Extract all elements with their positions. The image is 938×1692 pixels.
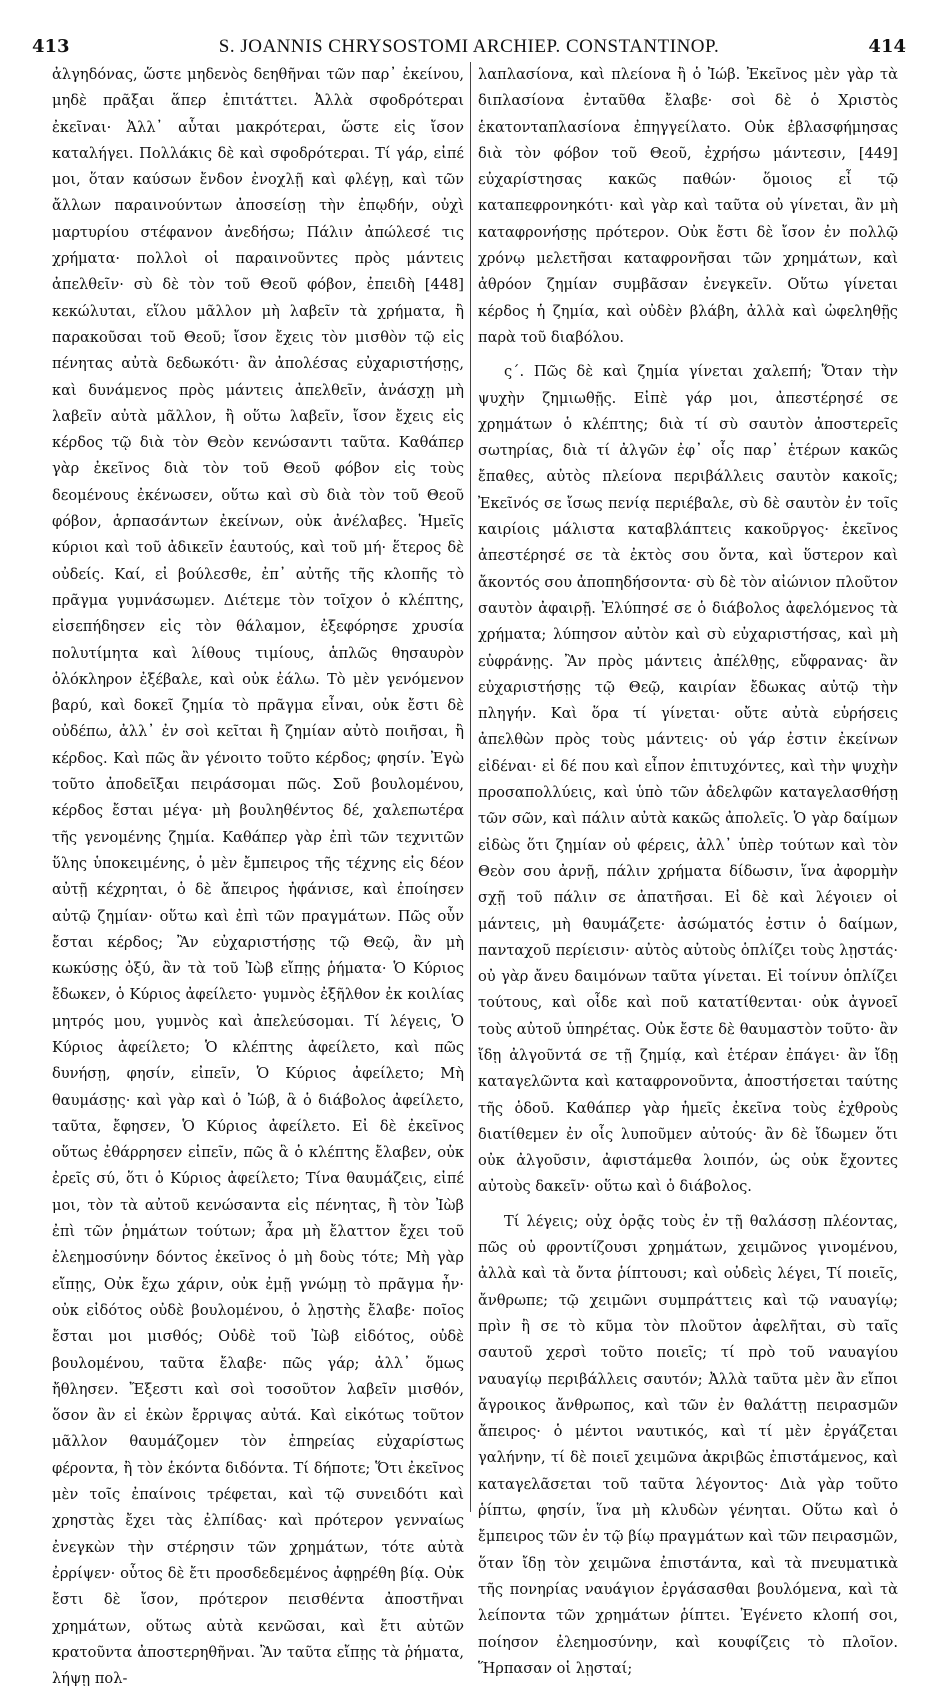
page-number-left: 413 (32, 36, 70, 57)
column-divider (470, 62, 471, 1512)
right-paragraph-3: Τί λέγεις; οὐχ ὁρᾷς τοὺς ἐν τῇ θαλάσσῃ πλέοντας, πῶς οὐ φροντίζουσι χρημάτων, χειμῶνος γινομένου, ἀλλὰ καὶ τὰ ὄντα ῥίπτουσι; καὶ οὐδεὶς λέγει, Τί ποιεῖς, ἄνθρωπε; τῷ χειμῶνι συμπράττεις καὶ τῷ ναυαγίῳ; πρὶν ἢ σε τὸ κῦμα τὸν πλοῦτον ἀφελῆται, σὺ ταῖς σαυτοῦ χερσὶ τοῦτο ποιεῖς; τί πρὸ τοῦ ναυαγίου ναυαγίῳ περιβάλλεις σαυτόν; Ἀλλὰ ταῦτα μὲν ἂν εἴποι ἄγροικος ἄνθρωπος, καὶ τῶν ἐν θαλάττῃ πειρασμῶν ἄπειρος· ὁ μέντοι ναυτικός, καὶ τί μὲν ἐργάζεται γαλήνην, τί δὲ ποιεῖ χειμῶνα ἀκριβῶς ἐπιστάμενος, καὶ καταγελᾶσεται τοῦ ταῦτα λέγοντος· Διὰ γὰρ τοῦτο ῥίπτω, φησίν, ἵνα μὴ κλυδὼν γένηται. Οὕτω καὶ ὁ ἔμπειρος τῶν ἐν τῷ βίῳ πραγμάτων καὶ τῶν πειρασμῶν, ὅταν ἴδῃ τὸν χειμῶνα ἐπιστάντα, καὶ τὰ πνευματικὰ τῆς πονηρίας ναυάγιον ἐργάσασθαι βουλόμενα, καὶ τὰ λείποντα τῶν χρημάτων ῥίπτει. Ἐγένετο κλοπή σοι, ποίησον ἐλεημοσύνην, καὶ κουφίζεις τὸ πλοῖον. Ἥρπασαν οἱ λῃσταί; (478, 1212, 898, 1677)
right-paragraph-1: λαπλασίονα, καὶ πλείονα ἢ ὁ Ἰώβ. Ἐκεῖνος μὲν γὰρ τὰ διπλασίονα ἐνταῦθα ἔλαβε· σοὶ δὲ ὁ Χριστὸς ἑκατονταπλασίονα ἐπηγγείλατο. Οὐκ ἐβλασφήμησας διὰ τὸν φόβον τοῦ Θεοῦ, ἐχρήσω μάντεσιν, [449] εὐχαρίστησας κακῶς παθών· ὅμοιος εἶ τῷ καταπεφρονηκότι· καὶ γὰρ καὶ ταῦτα οὐ γίνεται, ἂν μὴ καταφρονήσῃς πρότερον. Οὐκ ἔστι δὲ ἴσον ἐν πολλῷ χρόνῳ μελετῆσαι καταφρονῆσαι τῶν χρημάτων, καὶ ἀθρόον ζημίαν συμβᾶσαν ἐνεγκεῖν. Οὕτω γίνεται κέρδος ἡ ζημία, καὶ οὐδὲν βλάβη, ἀλλὰ καὶ ὠφεληθῇς παρὰ τοῦ διαβόλου. (478, 66, 898, 346)
left-column-text: ἀλγηδόνας, ὥστε μηδενὸς δεηθῆναι τῶν παρ᾽ ἐκείνου, μηδὲ πρᾶξαι ἅπερ ἐπιτάττει. Ἀλλὰ σφοδρότεραι ἐκεῖναι· Ἀλλ᾽ αὗται μακρότεραι, ὥστε εἰς ἴσον καταλήγει. Πολλάκις δὲ καὶ σφοδρότεραι. Τί γάρ, εἰπέ μοι, ὅταν καύσων ἔνδον ἐνοχλῇ καὶ φλέγῃ, καὶ τῶν ἄλλων παραινούντων ἀποσείσῃ τὴν ἐπῳδήν, οὐχὶ μαρτυρίου στέφανον ἀνεδήσω; Πάλιν ἀπώλεσέ τις χρήματα· πολλοὶ οἱ παραινοῦντες πρὸς μάντεις ἀπελθεῖν· σὺ δὲ τὸν τοῦ Θεοῦ φόβον, ἐπειδὴ [448] κεκώλυται, εἵλου μᾶλλον μὴ λαβεῖν τὰ χρήματα, ἢ παρακοῦσαι τοῦ Θεοῦ; ἴσον ἔχεις τὸν μισθὸν τῷ εἰς πένητας αὐτὰ δεδωκότι· ἂν ἀπολέσας εὐχαριστήσῃς, καὶ δυνάμενος πρὸς μάντεις ἀπελθεῖν, ἀνάσχῃ μὴ λαβεῖν αὐτὰ μᾶλλον, ἢ οὕτω λαβεῖν, ἴσον ἔχεις εἰς κέρδος τῷ διὰ τὸν Θεὸν κενώσαντι ταῦτα. Καθάπερ γὰρ ἐκεῖνος διὰ τὸν τοῦ Θεοῦ φόβον εἰς τοὺς δεομένους ἐκένωσεν, οὕτω καὶ σὺ διὰ τὸν τοῦ Θεοῦ φόβον, ἁρπασάντων ἐκείνων, οὐκ ἀνέλαβες. Ἡμεῖς κύριοι καὶ τοῦ ἀδικεῖν ἑαυτούς, καὶ τοῦ μή· ἕτερος δὲ οὐδείς. Καί, εἰ βούλεσθε, ἐπ᾽ αὐτῆς τῆς κλοπῆς τὸ πρᾶγμα γυμνάσωμεν. Διέτεμε τὸν τοῖχον ὁ κλέπτης, εἰσεπήδησεν εἰς τὸν θάλαμον, ἐξεφόρησε χρυσία πολυτίμητα καὶ λίθους τιμίους, ἁπλῶς θησαυρὸν ὁλόκληρον ἐξέβαλε, καὶ οὐκ ἐάλω. Τὸ μὲν γενόμενον βαρύ, καὶ δοκεῖ ζημία τὸ πρᾶγμα εἶναι, οὐκ ἔστι δὲ οὐδέπω, ἀλλ᾽ ἐν σοὶ κεῖται ἢ ζημίαν αὐτὸ ποιῆσαι, ἢ κέρδος. Καὶ πῶς ἂν γένοιτο τοῦτο κέρδος; φησίν. Ἐγὼ τοῦτο ἀποδεῖξαι πειράσομαι πῶς. Σοῦ βουλομένου, κέρδος ἔσται μέγα· μὴ βουληθέντος δέ, χαλεπωτέρα τῆς γενομένης ζημία. Καθάπερ γὰρ ἐπὶ τῶν τεχνιτῶν ὕλης ὑποκειμένης, ὁ μὲν ἔμπειρος τῆς τέχνης εἰς δέον αὐτῇ κέχρηται, ὁ δὲ ἄπειρος ἠφάνισε, καὶ ἐποίησεν αὐτῷ ζημίαν· οὕτω καὶ ἐπὶ τῶν πραγμάτων. Πῶς οὖν ἔσται κέρδος; Ἂν εὐχαριστήσῃς τῷ Θεῷ, ἂν μὴ κωκύσῃς ὀξύ, ἂν τὰ τοῦ Ἰὼβ εἴπῃς ῥήματα· Ὁ Κύριος ἔδωκεν, ὁ Κύριος ἀφείλετο· γυμνὸς ἐξῆλθον ἐκ κοιλίας μητρός μου, γυμνὸς καὶ ἀπελεύσομαι. Τί λέγεις, Ὁ Κύριος ἀφείλετο; Ὁ κλέπτης ἀφείλετο, καὶ πῶς δυνήσῃ, φησίν, εἰπεῖν, Ὁ Κύριος ἀφείλετο; Μὴ θαυμάσῃς· καὶ γὰρ καὶ ὁ Ἰώβ, ἃ ὁ διάβολος ἀφείλετο, ταῦτα, ἔφησεν, Ὁ Κύριος ἀφείλετο. Εἰ δὲ ἐκεῖνος οὕτως ἐθάρρησεν εἰπεῖν, πῶς ἃ ὁ κλέπτης ἔλαβεν, οὐκ ἐρεῖς σύ, ὅτι ὁ Κύριος ἀφείλετο; Τίνα θαυμάζεις, εἰπέ μοι, τὸν τὰ αὐτοῦ κενώσαντα εἰς πένητας, ἢ τὸν Ἰὼβ ἐπὶ τῶν ῥημάτων τούτων; ἆρα μὴ ἔλαττον ἔχει τοῦ ἐλεημοσύνην δόντος ἐκεῖνος ὁ μὴ δοὺς τότε; Μὴ γὰρ εἴπῃς, Οὐκ ἔχω χάριν, οὐκ ἐμῇ γνώμῃ τὸ πρᾶγμα ἦν· οὐκ εἰδότος οὐδὲ βουλομένου, ὁ λῃστὴς ἔλαβε· ποῖος ἔσται μοι μισθός; Οὐδὲ τοῦ Ἰὼβ εἰδότος, οὐδὲ βουλομένου, ταῦτα ἔλαβε· πῶς γάρ; ἀλλ᾽ ὅμως ἤθλησεν. Ἔξεστι καὶ σοὶ τοσοῦτον λαβεῖν μισθόν, ὅσον ἂν εἰ ἑκὼν ἔρριψας αὐτά. Καὶ εἰκότως τοῦτον μᾶλλον θαυμάζομεν τὸν ἐπηρείας εὐχαρίστως φέροντα, ἢ τὸν ἑκόντα διδόντα. Τί δήποτε; Ὅτι ἐκεῖνος μὲν τοῖς ἐπαίνοις τρέφεται, καὶ τῷ συνειδότι καὶ χρηστὰς ἔχει τὰς ἐλπίδας· καὶ πρότερον γενναίως ἐνεγκὼν τὴν στέρησιν τῶν χρημάτων, τότε αὐτὰ ἐρρίψεν· οὗτος δὲ ἔτι προσδεδεμένος ἀφῃρέθη βίᾳ. Οὐκ ἔστι δὲ ἴσον, πρότερον πεισθέντα ἀποστῆναι χρημάτων, οὕτως αὐτὰ κενῶσαι, καὶ ἔτι αὐτῶν κρατοῦντα ἀποστερηθῆναι. Ἂν ταῦτα εἴπῃς τὰ ῥήματα, λήψῃ πολ- (52, 66, 464, 1688)
right-column (478, 62, 898, 1682)
page-number-right: 414 (868, 36, 906, 57)
running-title: S. JOANNIS CHRYSOSTOMI ARCHIEP. CONSTANTINOP. (218, 36, 720, 57)
left-column (52, 62, 464, 1692)
right-paragraph-2: ς´. Πῶς δὲ καὶ ζημία γίνεται χαλεπή; Ὅταν τὴν ψυχὴν ζημιωθῇς. Εἰπὲ γάρ μοι, ἀπεστέρησέ σε χρημάτων ὁ κλέπτης; διὰ τί σὺ σαυτὸν ἀποστερεῖς σωτηρίας, διὰ τί ἀλγῶν ἐφ᾽ οἷς παρ᾽ ἑτέρων κακῶς ἔπαθες, αὐτὸς πλείονα περιβάλλεις σαυτὸν κακοῖς; Ἐκεῖνός σε ἴσως πενίᾳ περιέβαλε, σὺ δὲ σαυτὸν ἐν τοῖς καιρίοις μάλιστα καταβλάπτεις κακοῦργος· ἐκεῖνος ἀπεστέρησέ σε τὰ ἐκτὸς σου ὄντα, καὶ ὕστερον καὶ ἄκοντός σου ἀποπηδήσοντα· σὺ δὲ τὸν αἰώνιον πλοῦτον σαυτὸν ἀφαιρῇ. Ἐλύπησέ σε ὁ διάβολος ἀφελόμενος τὰ χρήματα; λύπησον αὐτὸν καὶ σὺ εὐχαριστήσας, καὶ μὴ εὐφράνῃς. Ἂν πρὸς μάντεις ἀπέλθῃς, εὔφρανας· ἂν εὐχαριστήσῃς τῷ Θεῷ, καιρίαν ἔδωκας αὐτῷ τὴν πληγήν. Καὶ ὅρα τί γίνεται· οὔτε αὐτὰ εὑρήσεις ἀπελθὼν πρὸς τοὺς μάντεις· οὐ γάρ ἐστιν ἐκείνων εἰδέναι· εἰ δέ που καὶ εἶπον ἐπιτυχόντες, καὶ τὴν ψυχὴν προσαπολλύεις, καὶ ὑπὸ τῶν ἀδελφῶν καταγελασθήσῃ τῶν σῶν, καὶ πάλιν αὐτὰ κακῶς ἀπολεῖς. Ὁ γὰρ δαίμων εἰδὼς ὅτι ζημίαν οὐ φέρεις, ἀλλ᾽ ὑπὲρ τούτων καὶ τὸν Θεὸν σου ἀρνῇ, πάλιν χρήματα δίδωσιν, ἵνα ἀφορμὴν σχῇ τοῦ πάλιν σε ἀπατῆσαι. Εἰ δὲ καὶ λέγοιεν οἱ μάντεις, μὴ θαυμάζετε· ἀσώματός ἐστιν ὁ δαίμων, πανταχοῦ περίεισιν· αὐτὸς αὐτοὺς ὁπλίζει τοὺς λῃστάς· οὐ γὰρ ἄνευ δαιμόνων ταῦτα γίνεται. Εἰ τοίνυν ὁπλίζει τούτους, καὶ οἶδε καὶ ποῦ κατατίθενται· οὐκ ἀγνοεῖ τοὺς αὐτοῦ ὑπηρέτας. Οὐκ ἔστε δὲ θαυμαστὸν τοῦτο· ἂν ἴδῃ ἀλγοῦντά σε τῇ ζημίᾳ, καὶ ἑτέραν ἐπάγει· ἂν ἴδῃ καταγελῶντα καὶ καταφρονοῦντα, ἀποστήσεται ταύτης τῆς ὁδοῦ. Καθάπερ γὰρ ἡμεῖς ἐκεῖνα τοὺς ἐχθροὺς διατίθεμεν ἐν οἷς λυποῦμεν αὐτούς· ἂν δὲ ἴδωμεν ὅτι οὐκ ἀλγοῦσιν, ἀφιστάμεθα λοιπόν, ὡς οὐκ ἔχοντες αὐτοὺς δακεῖν· οὕτω καὶ ὁ διάβολος. (478, 363, 898, 1196)
page-header (0, 0, 938, 60)
